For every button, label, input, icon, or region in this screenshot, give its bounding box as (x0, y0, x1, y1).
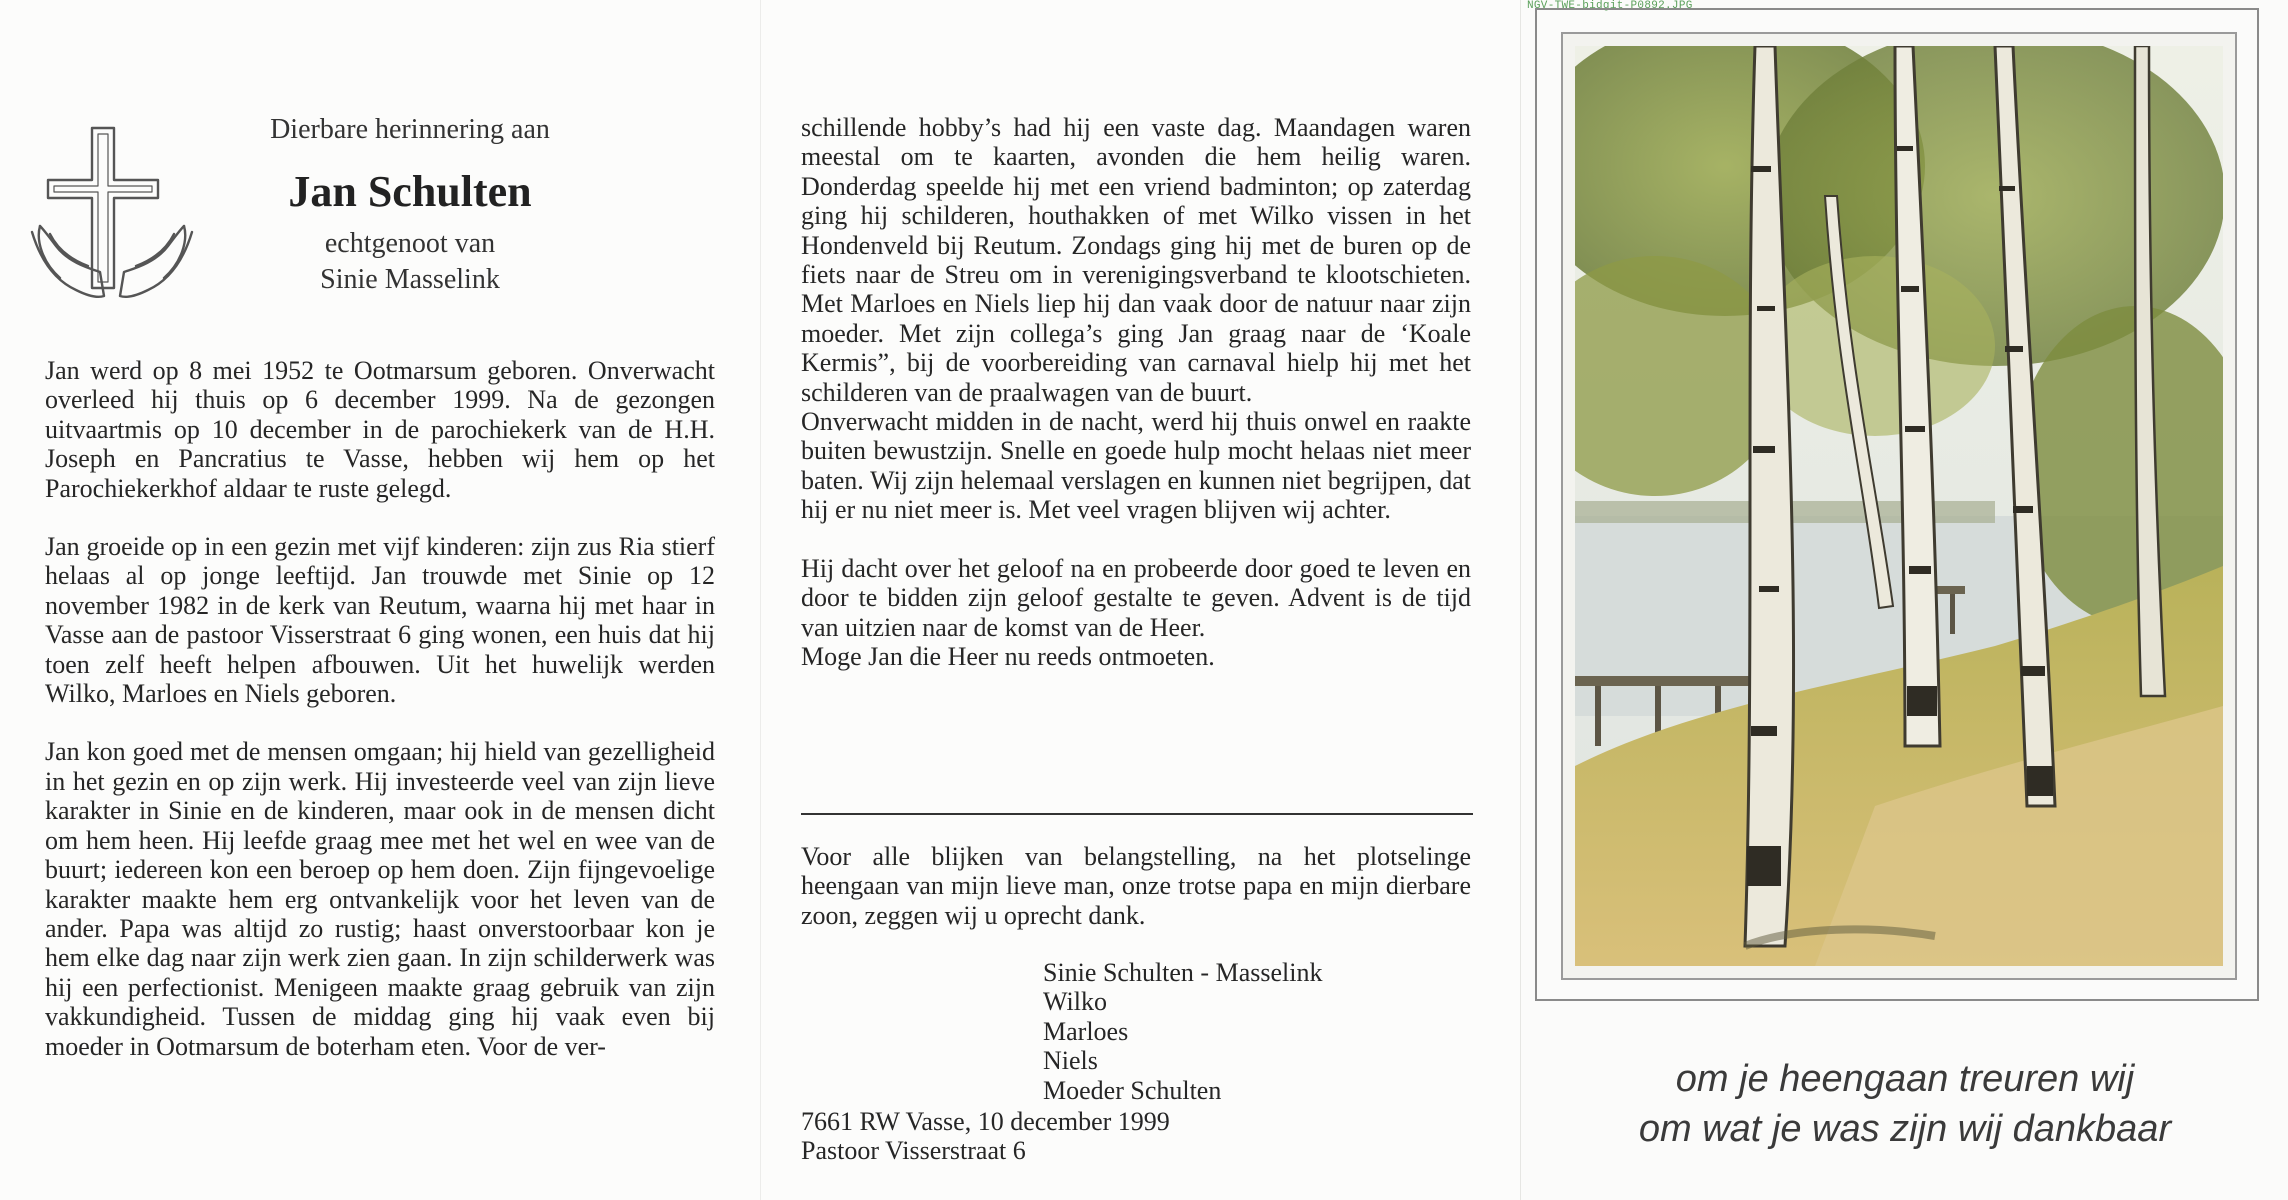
header-spouse: Sinie Masselink (320, 264, 500, 295)
card-panel-left (0, 0, 760, 1200)
middle-column-text (801, 113, 1471, 671)
header-relation: echtgenoot van (324, 228, 496, 259)
photo-frame (1535, 8, 2259, 1001)
card-panel-middle (760, 0, 1521, 1200)
caption-line-2: om wat je was zijn wij dankbaar (1638, 1108, 2172, 1150)
left-column-text (45, 356, 715, 1061)
thank-you-text (801, 842, 1471, 930)
left-paragraph-3: Jan kon goed met de mensen omgaan; hij hield van gezelligheid in het gezin en op zijn werk. Hij investeerde veel van zijn lieve karakter in Sinie en de kinderen, maar ook in de mensen dicht om hem heen. Hij leefde graag mee met het wel en wee van de buurt; iedereen kon een beroep op hem doen. Zijn fijngevoelige karakter maakte hem erg ontvankelijk voor het leven van de ander. Papa was altijd zo rustig; haast onverstoorbaar kon je hem elke dag naar zijn werk zien gaan. In zijn schilderwerk was hij een perfectionist. Menigeen maakte graag gebruik van zijn vakkundigheid. Tussen de middag ging hij vaak even bij moeder in Ootmarsum de boterham eten. Voor de ver- (45, 737, 715, 1061)
signer: Marloes (1043, 1016, 1129, 1046)
thanks-paragraph: Voor alle blijken van belangstelling, na het plotselinge heengaan van mijn lieve man, onze trotse papa en mijn dierbare zoon, zeggen wij u oprecht dank. (801, 842, 1471, 930)
signer: Niels (1043, 1046, 1098, 1076)
signers-list (1043, 958, 1322, 1105)
signer: Wilko (1043, 987, 1107, 1017)
card-panel-right (1520, 0, 2288, 1200)
address-line-2: Pastoor Visserstraat 6 (801, 1136, 1026, 1166)
middle-paragraph-2: Onverwacht midden in de nacht, werd hij thuis onwel en raakte buiten bewustzijn. Snelle en goede hulp mocht helaas niet meer baten. Wij zijn helemaal verslagen en kunnen niet begrijpen, dat hij er nu niet meer is. Met veel vragen blijven wij achter. (801, 407, 1471, 525)
address-line-1: 7661 RW Vasse, 10 december 1999 (801, 1107, 1170, 1136)
deceased-name: Jan Schulten (288, 167, 532, 216)
left-paragraph-1: Jan werd op 8 mei 1952 te Ootmarsum geboren. Onverwacht overleed hij thuis op 6 december 1999. Na de gezongen uitvaartmis op 10 december in de parochiekerk van de H.H. Joseph en Pancratius te Vasse, hebben wij hem op het Parochiekerkhof aldaar te ruste gelegd. (45, 356, 715, 503)
file-label-right: NGV-TWE-bidgit-P0892.JPG (1527, 0, 1693, 12)
left-paragraph-2: Jan groeide op in een gezin met vijf kinderen: zijn zus Ria stierf helaas al op jonge leeftijd. Jan trouwde met Sinie op 12 november 1982 in de kerk van Reutum, waarna hij met haar in Vasse aan de pastoor Visserstraat 6 ging wonen, een huis dat hij toen zelf heeft helpen afbouwen. Uit het huwelijk werden Wilko, Marloes en Niels geboren. (45, 532, 715, 709)
signer: Sinie Schulten - Masselink (1043, 958, 1323, 987)
memorial-header (200, 112, 620, 298)
birch-trees-lake-photo (1575, 46, 2223, 966)
section-divider (801, 813, 1473, 815)
middle-paragraph-1: schillende hobby’s had hij een vaste dag. Maandagen waren meestal om te kaarten, avonden die hem heilig waren. Donderdag speelde hij met een vriend badminton; op zaterdag ging hij schilderen, houthakken of met Wilko vissen in het Hondenveld bij Reutum. Zondags ging hij met de buren op de fiets naar de Streu om in verenigingsverband te klootschieten. Met Marloes en Niels liep hij dan vaak door de natuur naar zijn moeder. Met zijn collega’s ging Jan graag naar de ‘Koale Kermis”, bij de voorbereiding van carnaval hielp hij met het schilderen van de praalwagen van de buurt. (801, 113, 1471, 407)
header-intro: Dierbare herinnering aan (270, 114, 550, 145)
signer: Moeder Schulten (1043, 1075, 1222, 1105)
photo-frame-inner (1561, 32, 2237, 980)
caption-line-1: om je heengaan treuren wij (1675, 1058, 2135, 1100)
middle-paragraph-3: Hij dacht over het geloof na en probeerde door goed te leven en door te bidden zijn geloof gestalte te geven. Advent is de tijd van uitzien naar de komst van de Heer. (801, 553, 1471, 642)
address-block (801, 1107, 1170, 1166)
middle-paragraph-4: Moge Jan die Heer nu reeds ontmoeten. (801, 641, 1215, 671)
cross-with-hands-icon (28, 122, 196, 318)
